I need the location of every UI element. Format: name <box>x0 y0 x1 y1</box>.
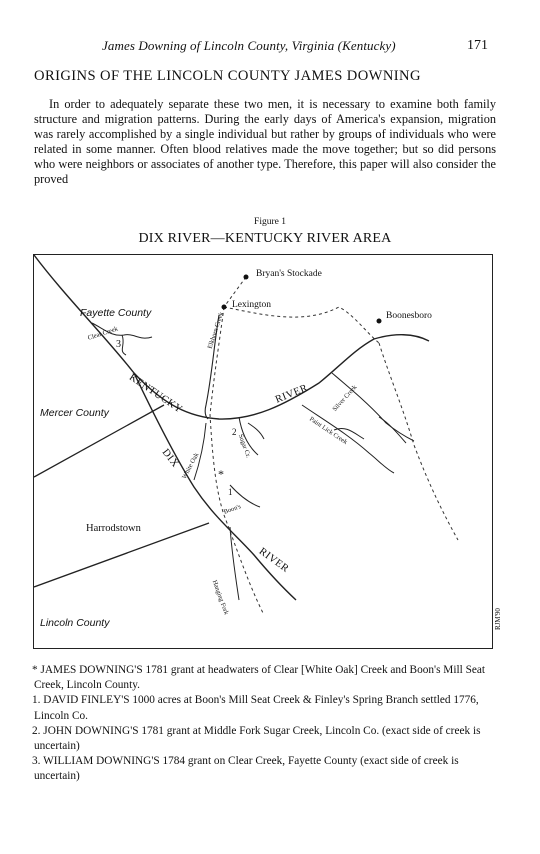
note-2: 2. JOHN DOWNING'S 1781 grant at Middle Fork Sugar Creek, Lincoln Co. (exact side of creek is uncertain) <box>32 724 481 753</box>
label-white-oak: White Oak <box>180 451 201 481</box>
label-kentucky: KENTUCKY <box>126 371 185 416</box>
figure-notes <box>34 663 504 785</box>
running-head-title: James Downing of Lincoln County, Virginia (Kentucky) <box>102 38 396 53</box>
map-figure <box>33 254 493 649</box>
label-number-3: 3 <box>116 339 121 350</box>
note-1: 1. DAVID FINLEY'S 1000 acres at Boon's Mill Seat Creek & Finley's Spring Branch settled 1776, Lincoln Co. <box>32 694 479 722</box>
label-harrodstown: Harrodstown <box>86 523 141 534</box>
running-header <box>102 38 502 56</box>
label-silver-creek: Silver Creek <box>331 383 359 413</box>
label-boons: Boon's <box>222 503 242 516</box>
label-number-2: 2 <box>232 427 237 437</box>
label-lexington: Lexington <box>232 300 272 310</box>
figure-title: DIX RIVER—KENTUCKY RIVER AREA <box>138 231 392 246</box>
bryans-stockade-marker <box>244 275 249 280</box>
boonesboro-marker <box>377 319 382 324</box>
label-clear-creek: Clear Creek <box>86 325 119 342</box>
road-boonesboro-south <box>379 343 458 540</box>
paragraph-text: In order to adequately separate these two men, it is necessary to examine both family structure and migration patterns. During the early days of America's expansion, migration was rarely accomplished by a single individual but rather by groups of individuals who were related in some manner. Often blood relatives made the move together; but so did persons who were neighbors or associates of another type. Therefore, this paper will also consider the proved <box>34 97 496 186</box>
white-oak-creek-line <box>194 423 206 480</box>
label-paint-lick-creek: Paint Lick Creek <box>308 415 349 447</box>
page-number: 171 <box>467 38 488 53</box>
label-bryans-stockade: Bryan's Stockade <box>256 269 322 279</box>
note-asterisk: * JAMES DOWNING'S 1781 grant at headwaters of Clear [White Oak] Creek and Boon's Mill Seat Creek, Lincoln County. <box>32 664 486 692</box>
label-river-upper: RIVER <box>273 382 310 406</box>
label-elkhorn-creek: Elkhorn Creek <box>206 311 226 350</box>
label-lincoln-county: Lincoln County <box>40 617 110 629</box>
label-sugar-creek: Sugar Cr. <box>236 433 252 459</box>
label-hanging-fork: Hanging Fork <box>210 579 230 616</box>
label-dix: DIX <box>159 447 181 470</box>
label-mercer-county: Mercer County <box>40 407 109 419</box>
map-credit: RJM'90 <box>494 608 502 630</box>
note-3: 3. WILLIAM DOWNING'S 1784 grant on Clear Creek, Fayette County (exact side of creek is uncertain) <box>32 755 459 783</box>
label-boonesboro: Boonesboro <box>386 311 432 321</box>
label-fayette-county: Fayette County <box>80 307 152 319</box>
road-lexington-boonesboro <box>224 307 379 343</box>
label-asterisk: * <box>218 467 224 481</box>
road-lexington-south <box>210 307 264 615</box>
label-number-1: 1 <box>228 487 233 497</box>
body-paragraph <box>34 97 496 187</box>
label-river-lower: RIVER <box>256 546 291 575</box>
lexington-marker <box>222 305 227 310</box>
figure-label: Figure 1 <box>254 217 286 227</box>
section-title: ORIGINS OF THE LINCOLN COUNTY JAMES DOWNING <box>34 68 421 84</box>
